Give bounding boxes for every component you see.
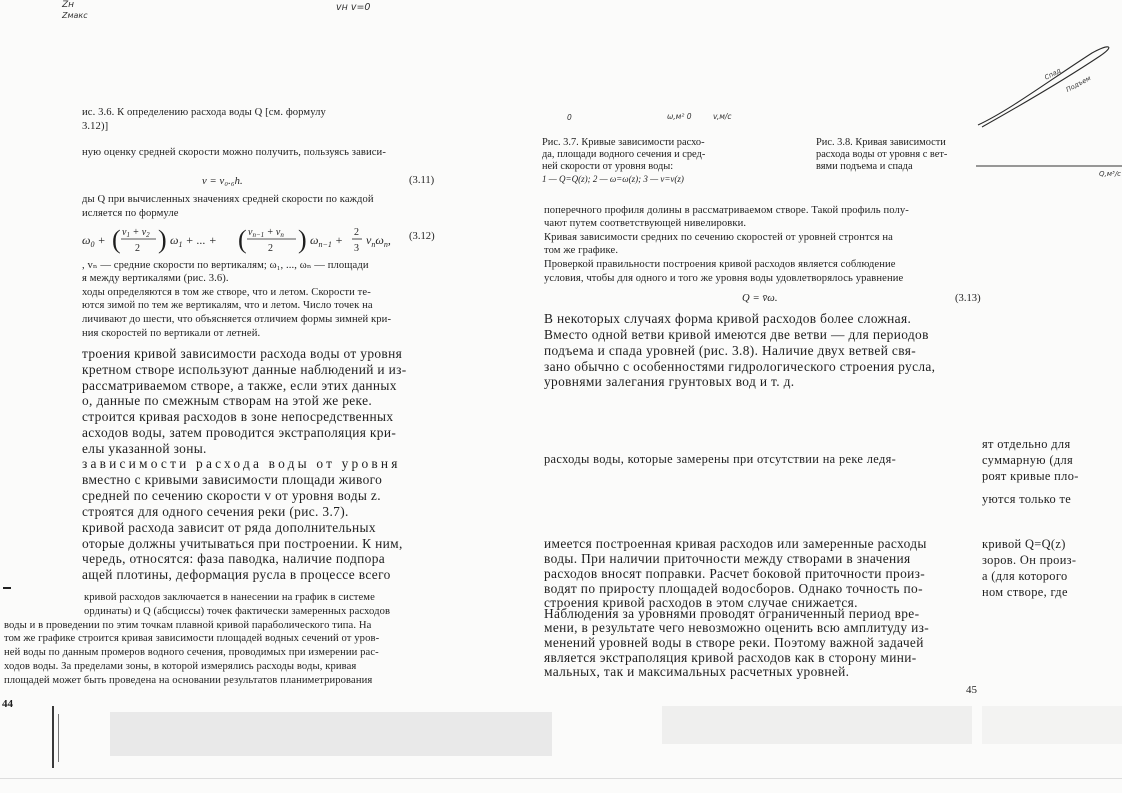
paragraph-line: условия, чтобы для одного и того же уровня воды удовлетворялось уравнение xyxy=(544,273,904,284)
margin-mark xyxy=(3,587,11,589)
svg-text:ω1 + ... +: $\omega_1$ + ... + xyxy=(170,233,217,249)
paragraph-line: ную оценку средней скорости можно получить, пользуясь зависи- xyxy=(82,147,386,158)
paragraph-line: о, данные по смежным створам на этой же реке. xyxy=(82,393,373,408)
paragraph-line: зано обычно с особенностями гидрологического строения русла, xyxy=(544,359,936,374)
equation-3-12-number: (3.12) xyxy=(409,231,435,242)
right-page xyxy=(542,0,1122,793)
fragment-line: зоров. Он произ- xyxy=(982,553,1077,567)
paragraph-line: менений уровней воды в створе реки. Поэтому важной задачей xyxy=(544,635,924,650)
caption-line: вями подъема и спада xyxy=(816,161,913,172)
svg-text:(: ( xyxy=(112,225,121,254)
page-number-45: 45 xyxy=(966,684,977,696)
caption-line: да, площади водного сечения и сред- xyxy=(542,149,706,160)
paragraph-line: оторые должны учитываться при построении. К ним, xyxy=(82,536,403,551)
paragraph-line: кривой расхода зависит от ряда дополнительных xyxy=(82,520,376,535)
caption-line: Рис. 3.7. Кривые зависимости расхо- xyxy=(542,137,705,148)
paragraph-line: ходы определяются в том же створе, что и летом. Скорости те- xyxy=(82,287,371,298)
svg-text:vn−1 + vn: $v_{n-1} + v_n$ xyxy=(248,227,284,239)
paragraph-line: исляется по формуле xyxy=(82,208,179,219)
svg-text:(: ( xyxy=(238,225,247,254)
scan-shadow xyxy=(982,706,1122,744)
left-top-label: Zн xyxy=(62,0,75,10)
fragment-line: ном створе, где xyxy=(982,585,1068,599)
svg-text:): ) xyxy=(298,225,307,254)
equation-3-13: Q = v̄ω. xyxy=(742,293,778,304)
paragraph-line: Проверкой правильности построения кривой расходов является соблюдение xyxy=(544,259,896,270)
svg-text:v1 + v2: $v_1 + v_2$ xyxy=(122,227,150,239)
equation-3-11: v = v₀.₆h. xyxy=(202,176,243,187)
scan-shadow xyxy=(110,712,552,756)
paragraph-line: том же графике строится кривая зависимости площадей водных сечений от уров- xyxy=(4,633,380,644)
paragraph-line: я между вертикалями (рис. 3.6). xyxy=(82,273,229,284)
paragraph-line: мальных, так и максимальных расчетных уровней. xyxy=(544,664,850,679)
scan-shadow xyxy=(662,706,972,744)
svg-text:ωn−1 +: $\omega_{n-1}$ + xyxy=(310,233,343,249)
svg-text:2: 2 xyxy=(354,227,359,238)
figure-3-8-curve xyxy=(970,40,1122,180)
svg-text:2: 2 xyxy=(135,243,140,254)
scan-edge-mark xyxy=(52,706,54,768)
equation-3-11-number: (3.11) xyxy=(409,175,435,186)
paragraph-line: В некоторых случаях форма кривой расходов более сложная. xyxy=(544,311,912,326)
fragment-line: кривой Q=Q(z) xyxy=(982,537,1066,551)
paragraph-line: ней воды по данным промеров водного сечения, проводимых при измерении рас- xyxy=(4,647,379,658)
paragraph-line: уровнями залегания грунтовых вод и т. д. xyxy=(544,374,795,389)
caption-line: ис. 3.6. К определению расхода воды Q [см. формулу xyxy=(82,107,326,118)
paragraph-line: мени, в результате чего невозможно оценить всю амплитуду из- xyxy=(544,620,930,635)
caption-line: ней скорости от уровня воды: xyxy=(542,161,674,172)
caption-line: 1 — Q=Q(z); 2 — ω=ω(z); 3 — v=v(z) xyxy=(542,174,684,184)
paragraph-line: личивают до шести, что объясняется отличием формы зимней кри- xyxy=(82,314,392,325)
caption-line: расхода воды от уровня с вет- xyxy=(816,149,948,160)
paragraph-line: зависимости расхода воды от уровня xyxy=(82,456,401,471)
fragment-line: роят кривые пло- xyxy=(982,469,1079,483)
paragraph-line: чают путем соответствующей нивелировки. xyxy=(544,218,747,229)
fragment-line: ят отдельно для xyxy=(982,437,1071,451)
paragraph-line: водят по приросту площадей водосборов. Однако точность по- xyxy=(544,581,923,596)
fragment-line: уются только те xyxy=(982,492,1072,506)
svg-text:): ) xyxy=(158,225,167,254)
equation-3-12 xyxy=(82,223,442,259)
scan-edge-mark xyxy=(58,714,59,762)
curve-label-rise: Подъем xyxy=(1064,74,1093,94)
paragraph-line: Вместо одной ветви кривой имеются две ветви — для периодов xyxy=(544,327,929,342)
fragment-line: суммарную (для xyxy=(982,453,1074,467)
svg-text:3: 3 xyxy=(354,243,359,254)
fig-3-7-axis-label: ω,м² 0 xyxy=(667,112,692,121)
paragraph-line: ординаты) и Q (абсциссы) точек фактически замеренных расходов xyxy=(84,606,391,617)
equation-3-13-number: (3.13) xyxy=(955,293,981,304)
paragraph-line: воды и в проведении по этим точкам плавной кривой параболического типа. На xyxy=(4,620,372,631)
paragraph-line: кретном створе используют данные наблюдений и из- xyxy=(82,362,407,377)
paragraph-line: асходов воды, затем проводится экстраполяция кри- xyxy=(82,425,397,440)
caption-line: 3.12)] xyxy=(82,121,109,132)
left-top-label-sub: Zмакс xyxy=(62,11,88,20)
paragraph-line: поперечного профиля долины в рассматриваемом створе. Такой профиль полу- xyxy=(544,205,909,216)
paragraph-line: строится кривая расходов в зоне непосредственных xyxy=(82,409,394,424)
paragraph-line: расходов вносят поправки. Расчет боковой приточности произ- xyxy=(544,566,926,581)
fig-3-8-axis-label: Q,м³/с xyxy=(1099,170,1122,178)
paragraph-line: елы указанной зоны. xyxy=(82,441,207,456)
paragraph-line: воды. При наличии приточности между створами в значения xyxy=(544,551,911,566)
paragraph-line: вместно с кривыми зависимости площади живого xyxy=(82,472,383,487)
fig-3-7-axis-label: v,м/с xyxy=(713,112,732,121)
page-bottom-edge xyxy=(0,778,1122,779)
velocity-profile-label: vн v=0 xyxy=(336,2,371,13)
paragraph-line: кривой расходов заключается в нанесении на график в системе xyxy=(84,592,375,603)
paragraph-line: ды Q при вычисленных значениях средней скорости по каждой xyxy=(82,194,374,205)
fig-3-7-axis-label: 0 xyxy=(567,113,572,122)
paragraph-line: является экстраполяция кривой расходов как в сторону мини- xyxy=(544,650,917,665)
paragraph-line: ходов воды. За пределами зоны, в которой измерялись расходы воды, кривая xyxy=(4,661,357,672)
svg-text:2: 2 xyxy=(268,243,273,254)
paragraph-line: строения кривой расходов в этом случае снижается. xyxy=(544,595,858,610)
page-number-44: 44 xyxy=(2,698,13,710)
fragment-line: а (для которого xyxy=(982,569,1068,583)
paragraph-line: средней по сечению скорости v от уровня воды z. xyxy=(82,488,381,503)
paragraph-line: Кривая зависимости средних по сечению скоростей от уровней стронтся на xyxy=(544,232,893,243)
paragraph-line: том же графике. xyxy=(544,245,619,256)
paragraph-line: чередь, относятся: фаза паводка, наличие подпора xyxy=(82,551,386,566)
caption-line: Рис. 3.8. Кривая зависимости xyxy=(816,137,946,148)
curve-label-fall: Спад xyxy=(1043,66,1063,82)
paragraph-line: ащей плотины, деформация русла в процессе всего xyxy=(82,567,391,582)
paragraph-line: рассматриваемом створе, а также, если этих данных xyxy=(82,378,397,393)
paragraph-line: площадей может быть проведена на основании результатов планиметрирования xyxy=(4,675,373,686)
equation-3-12-formula xyxy=(82,223,442,259)
paragraph-line: подъема и спада уровней (рис. 3.8). Наличие двух ветвей свя- xyxy=(544,343,917,358)
paragraph-line: , vₙ — средние скорости по вертикалям; ω₁, ..., ωₙ — площади xyxy=(82,260,369,271)
paragraph-line: строятся для одного сечения реки (рис. 3.7). xyxy=(82,504,349,519)
paragraph-line: ния скоростей по вертикали от летней. xyxy=(82,328,261,339)
paragraph-line: имеется построенная кривая расходов или замеренные расходы xyxy=(544,536,927,551)
paragraph-line: Наблюдения за уровнями проводят ограниченный период вре- xyxy=(544,606,920,621)
paragraph-line: ются зимой по тем же вертикалям, что и летом. Число точек на xyxy=(82,300,373,311)
paragraph-fragment-line: расходы воды, которые замерены при отсутствии на реке ледя- xyxy=(544,452,897,466)
svg-text:ω0 +: $\omega_0$ + xyxy=(82,233,106,249)
paragraph-line: троения кривой зависимости расхода воды от уровня xyxy=(82,346,403,361)
svg-text:vnωn,: $v_n\omega_n$, xyxy=(366,233,391,249)
